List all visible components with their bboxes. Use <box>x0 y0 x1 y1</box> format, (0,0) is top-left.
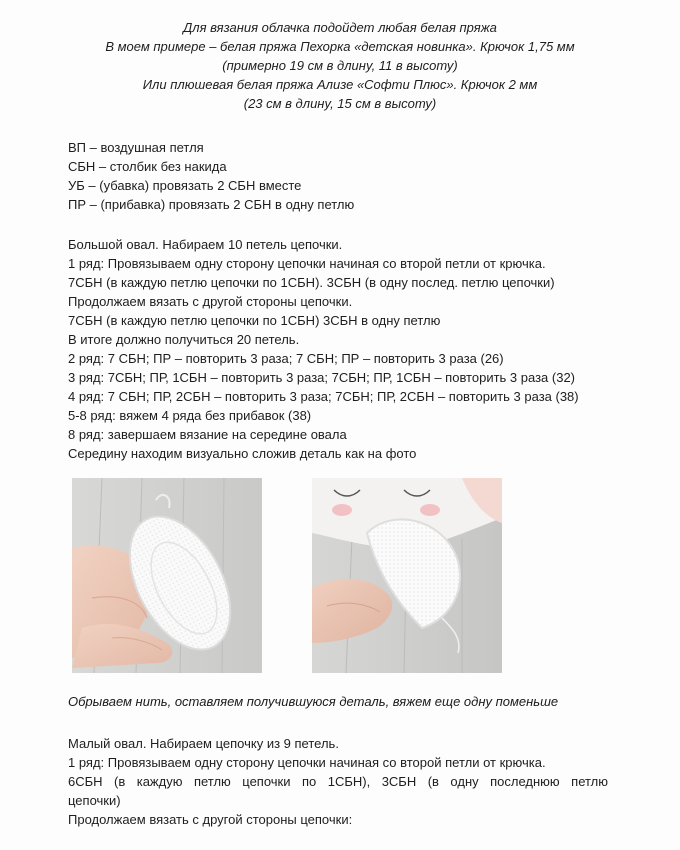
small-oval-instructions <box>68 734 608 829</box>
legend-item: УБ – (убавка) провязать 2 СБН вместе <box>68 178 302 193</box>
photo-right-image <box>312 478 502 673</box>
instruction-line: 3 ряд: 7СБН; ПР, 1СБН – повторить 3 раза; 7СБН; ПР, 1СБН – повторить 3 раза (32) <box>68 370 576 385</box>
instruction-line: Малый овал. Набираем цепочку из 9 петель. <box>68 736 339 751</box>
legend-item: ВП – воздушная петля <box>68 140 204 155</box>
photo-folded-oval-with-cloud-pillow <box>312 478 502 673</box>
header-line: Или плюшевая белая пряжа Ализе «Софти Плюс». Крючок 2 мм <box>142 77 538 92</box>
photo-row <box>72 478 502 673</box>
big-oval-instructions <box>68 235 628 463</box>
instruction-line: 1 ряд: Провязываем одну сторону цепочки начиная со второй петли от крючка. <box>68 755 546 770</box>
section-caption: Обрываем нить, оставляем получившуюся деталь, вяжем еще одну поменьше <box>68 694 559 709</box>
instruction-line: 8 ряд: завершаем вязание на середине овала <box>68 427 347 442</box>
header-line: В моем примере – белая пряжа Пехорка «детская новинка». Крючок 1,75 мм <box>105 39 575 54</box>
legend-item: ПР – (прибавка) провязать 2 СБН в одну петлю <box>68 197 355 212</box>
instruction-line: 1 ряд: Провязываем одну сторону цепочки начиная со второй петли от крючка. <box>68 256 546 271</box>
instruction-line: Продолжаем вязать с другой стороны цепочки: <box>68 812 353 827</box>
instruction-line: 7СБН (в каждую петлю цепочки по 1СБН). 3СБН (в одну послед. петлю цепочки) <box>68 275 555 290</box>
header-line: Для вязания облачка подойдет любая белая пряжа <box>183 20 497 35</box>
materials-header <box>0 18 680 113</box>
instruction-line: 5-8 ряд: вяжем 4 ряда без прибавок (38) <box>68 408 312 423</box>
instruction-line: Большой овал. Набираем 10 петель цепочки. <box>68 237 343 252</box>
instruction-line: 6СБН (в каждую петлю цепочки по 1СБН), 3СБН (в одну последнюю петлю <box>68 774 608 789</box>
instruction-line: В итоге должно получиться 20 петель. <box>68 332 300 347</box>
legend-item: СБН – столбик без накида <box>68 159 227 174</box>
abbreviation-legend <box>68 138 628 214</box>
photo-left-image <box>72 478 262 673</box>
instruction-line: 2 ряд: 7 СБН; ПР – повторить 3 раза; 7 СБН; ПР – повторить 3 раза (26) <box>68 351 504 366</box>
header-line: (23 см в длину, 15 см в высоту) <box>243 96 437 111</box>
instruction-line: Середину находим визуально сложив деталь как на фото <box>68 446 417 461</box>
instruction-line: Продолжаем вязать с другой стороны цепочки. <box>68 294 353 309</box>
instruction-line: 7СБН (в каждую петлю цепочки по 1СБН) 3СБН в одну петлю <box>68 313 441 328</box>
header-line: (примерно 19 см в длину, 11 в высоту) <box>222 58 458 73</box>
instruction-line: цепочки) <box>68 793 121 808</box>
photo-crochet-oval-in-hand <box>72 478 262 673</box>
instruction-line: 4 ряд: 7 СБН; ПР, 2СБН – повторить 3 раза; 7СБН; ПР, 2СБН – повторить 3 раза (38) <box>68 389 579 404</box>
